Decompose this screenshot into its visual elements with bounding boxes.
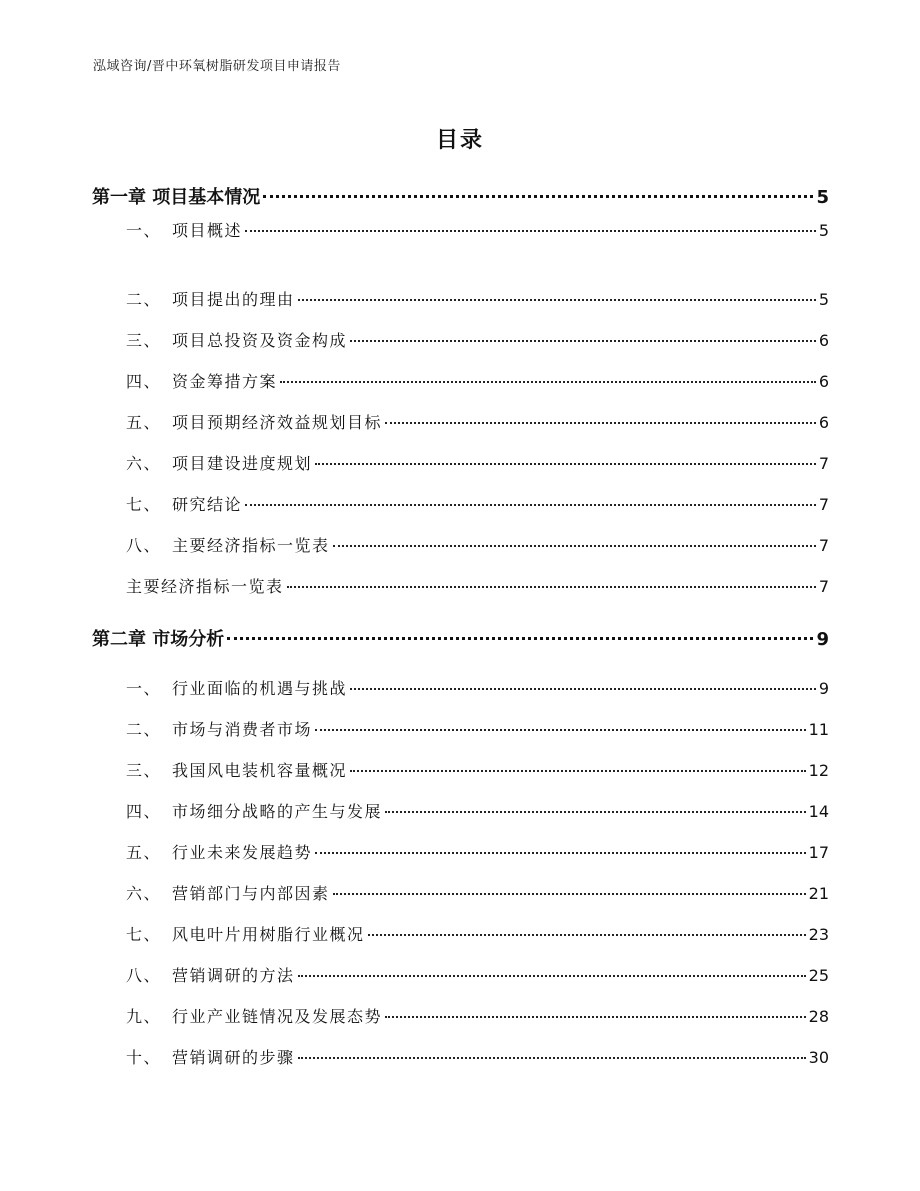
toc-entry-number: 一、 [126, 221, 162, 240]
dot-leader [333, 545, 816, 547]
toc-entry-label: 市场与消费者市场 [172, 720, 313, 739]
toc-page-number: 23 [808, 925, 829, 944]
toc-section-2-8[interactable] [126, 963, 829, 986]
toc-page-number: 17 [808, 843, 829, 862]
toc-section-2-3[interactable] [126, 758, 829, 781]
dot-leader [385, 811, 806, 813]
toc-entry-label: 行业未来发展趋势 [172, 843, 313, 862]
dot-leader [298, 299, 816, 301]
toc-page-number: 7 [818, 536, 829, 555]
toc-entry-number: 七、 [126, 495, 162, 514]
toc-entry-number: 三、 [126, 331, 162, 350]
toc-entry-number: 三、 [126, 761, 162, 780]
toc-section-2-5[interactable] [126, 840, 829, 863]
toc-page-number: 30 [808, 1048, 829, 1067]
toc-entry-label: 项目总投资及资金构成 [172, 331, 348, 350]
toc-section-2-7[interactable] [126, 922, 829, 945]
toc-entry-label: 我国风电装机容量概况 [172, 761, 348, 780]
dot-leader [263, 195, 813, 198]
toc-entry-label: 项目预期经济效益规划目标 [172, 413, 383, 432]
toc-entry-number: 五、 [126, 843, 162, 862]
toc-section-1-7[interactable] [126, 492, 829, 515]
dot-leader [287, 586, 816, 588]
toc-entry-number: 七、 [126, 925, 162, 944]
toc-section-1-8[interactable] [126, 533, 829, 556]
toc-page-number: 6 [818, 413, 829, 432]
toc-entry-label: 风电叶片用树脂行业概况 [172, 925, 365, 944]
toc-entry-number: 六、 [126, 884, 162, 903]
toc-entry-label: 营销调研的方法 [172, 966, 295, 985]
dot-leader [245, 230, 816, 232]
toc-entry-label: 项目概述 [172, 221, 243, 240]
dot-leader [298, 975, 806, 977]
toc-title: 目录 [435, 128, 484, 153]
dot-leader [350, 770, 806, 772]
toc-entry-label: 市场细分战略的产生与发展 [172, 802, 383, 821]
dot-leader [385, 422, 816, 424]
toc-entry-number: 一、 [126, 679, 162, 698]
toc-page-number: 28 [808, 1007, 829, 1026]
dot-leader [385, 1016, 806, 1018]
toc-section-2-2[interactable] [126, 717, 829, 740]
toc-page-number: 5 [818, 221, 829, 240]
toc-entry-number: 五、 [126, 413, 162, 432]
toc-page-number: 5 [816, 187, 829, 208]
toc-entry-label: 项目建设进度规划 [172, 454, 313, 473]
dot-leader [368, 934, 806, 936]
toc-page-number: 12 [808, 761, 829, 780]
toc-page-number: 7 [818, 454, 829, 473]
toc-section-1-5[interactable] [126, 410, 829, 433]
toc-entry-number: 二、 [126, 290, 162, 309]
dot-leader [298, 1057, 806, 1059]
dot-leader [315, 852, 806, 854]
toc-section-2-9[interactable] [126, 1004, 829, 1027]
toc-section-2-10[interactable] [126, 1045, 829, 1068]
toc-entry-label: 行业产业链情况及发展态势 [172, 1007, 383, 1026]
toc-page-number: 25 [808, 966, 829, 985]
dot-leader [280, 381, 816, 383]
toc-page-number: 14 [808, 802, 829, 821]
toc-entry-number: 八、 [126, 966, 162, 985]
toc-entry-label: 第一章 项目基本情况 [92, 187, 261, 208]
toc-entry-number: 二、 [126, 720, 162, 739]
toc-chapter-1[interactable] [92, 183, 829, 209]
toc-entry-label: 研究结论 [172, 495, 243, 514]
dot-leader [315, 729, 806, 731]
running-header: 泓域咨询/晋中环氧树脂研发项目申请报告 [93, 59, 341, 74]
toc-entry-number: 四、 [126, 802, 162, 821]
toc-section-1-3[interactable] [126, 328, 829, 351]
dot-leader [315, 463, 816, 465]
toc-page-number: 11 [808, 720, 829, 739]
toc-page-number: 5 [818, 290, 829, 309]
toc-section-1-4[interactable] [126, 369, 829, 392]
toc-entry-label: 营销部门与内部因素 [172, 884, 330, 903]
dot-leader [245, 504, 816, 506]
toc-section-1-1[interactable] [126, 218, 829, 241]
toc-page-number: 7 [818, 577, 829, 596]
toc-page-number: 7 [818, 495, 829, 514]
toc-entry-label: 营销调研的步骤 [172, 1048, 295, 1067]
toc-section-2-4[interactable] [126, 799, 829, 822]
toc-section-2-6[interactable] [126, 881, 829, 904]
toc-entry-number: 六、 [126, 454, 162, 473]
toc-entry-label: 行业面临的机遇与挑战 [172, 679, 348, 698]
dot-leader [333, 893, 806, 895]
toc-entry-number: 九、 [126, 1007, 162, 1026]
toc-entry-label: 项目提出的理由 [172, 290, 295, 309]
dot-leader [227, 637, 813, 640]
toc-page-number: 6 [818, 331, 829, 350]
toc-entry-label: 主要经济指标一览表 [126, 577, 284, 596]
dot-leader [350, 340, 816, 342]
dot-leader [350, 688, 816, 690]
toc-entry-number: 十、 [126, 1048, 162, 1067]
toc-entry-label: 主要经济指标一览表 [172, 536, 330, 555]
toc-entry-number: 八、 [126, 536, 162, 555]
toc-section-1-6[interactable] [126, 451, 829, 474]
toc-page-number: 21 [808, 884, 829, 903]
toc-section-1-2[interactable] [126, 287, 829, 310]
toc-section-2-1[interactable] [126, 676, 829, 699]
toc-entry-label: 第二章 市场分析 [92, 629, 225, 650]
toc-chapter-2[interactable] [92, 625, 829, 651]
toc-entry-number: 四、 [126, 372, 162, 391]
toc-page-number: 9 [818, 679, 829, 698]
toc-page-number: 6 [818, 372, 829, 391]
toc-page-number: 9 [816, 629, 829, 650]
toc-entry-label: 资金筹措方案 [172, 372, 278, 391]
toc-table-entry[interactable] [126, 574, 829, 597]
